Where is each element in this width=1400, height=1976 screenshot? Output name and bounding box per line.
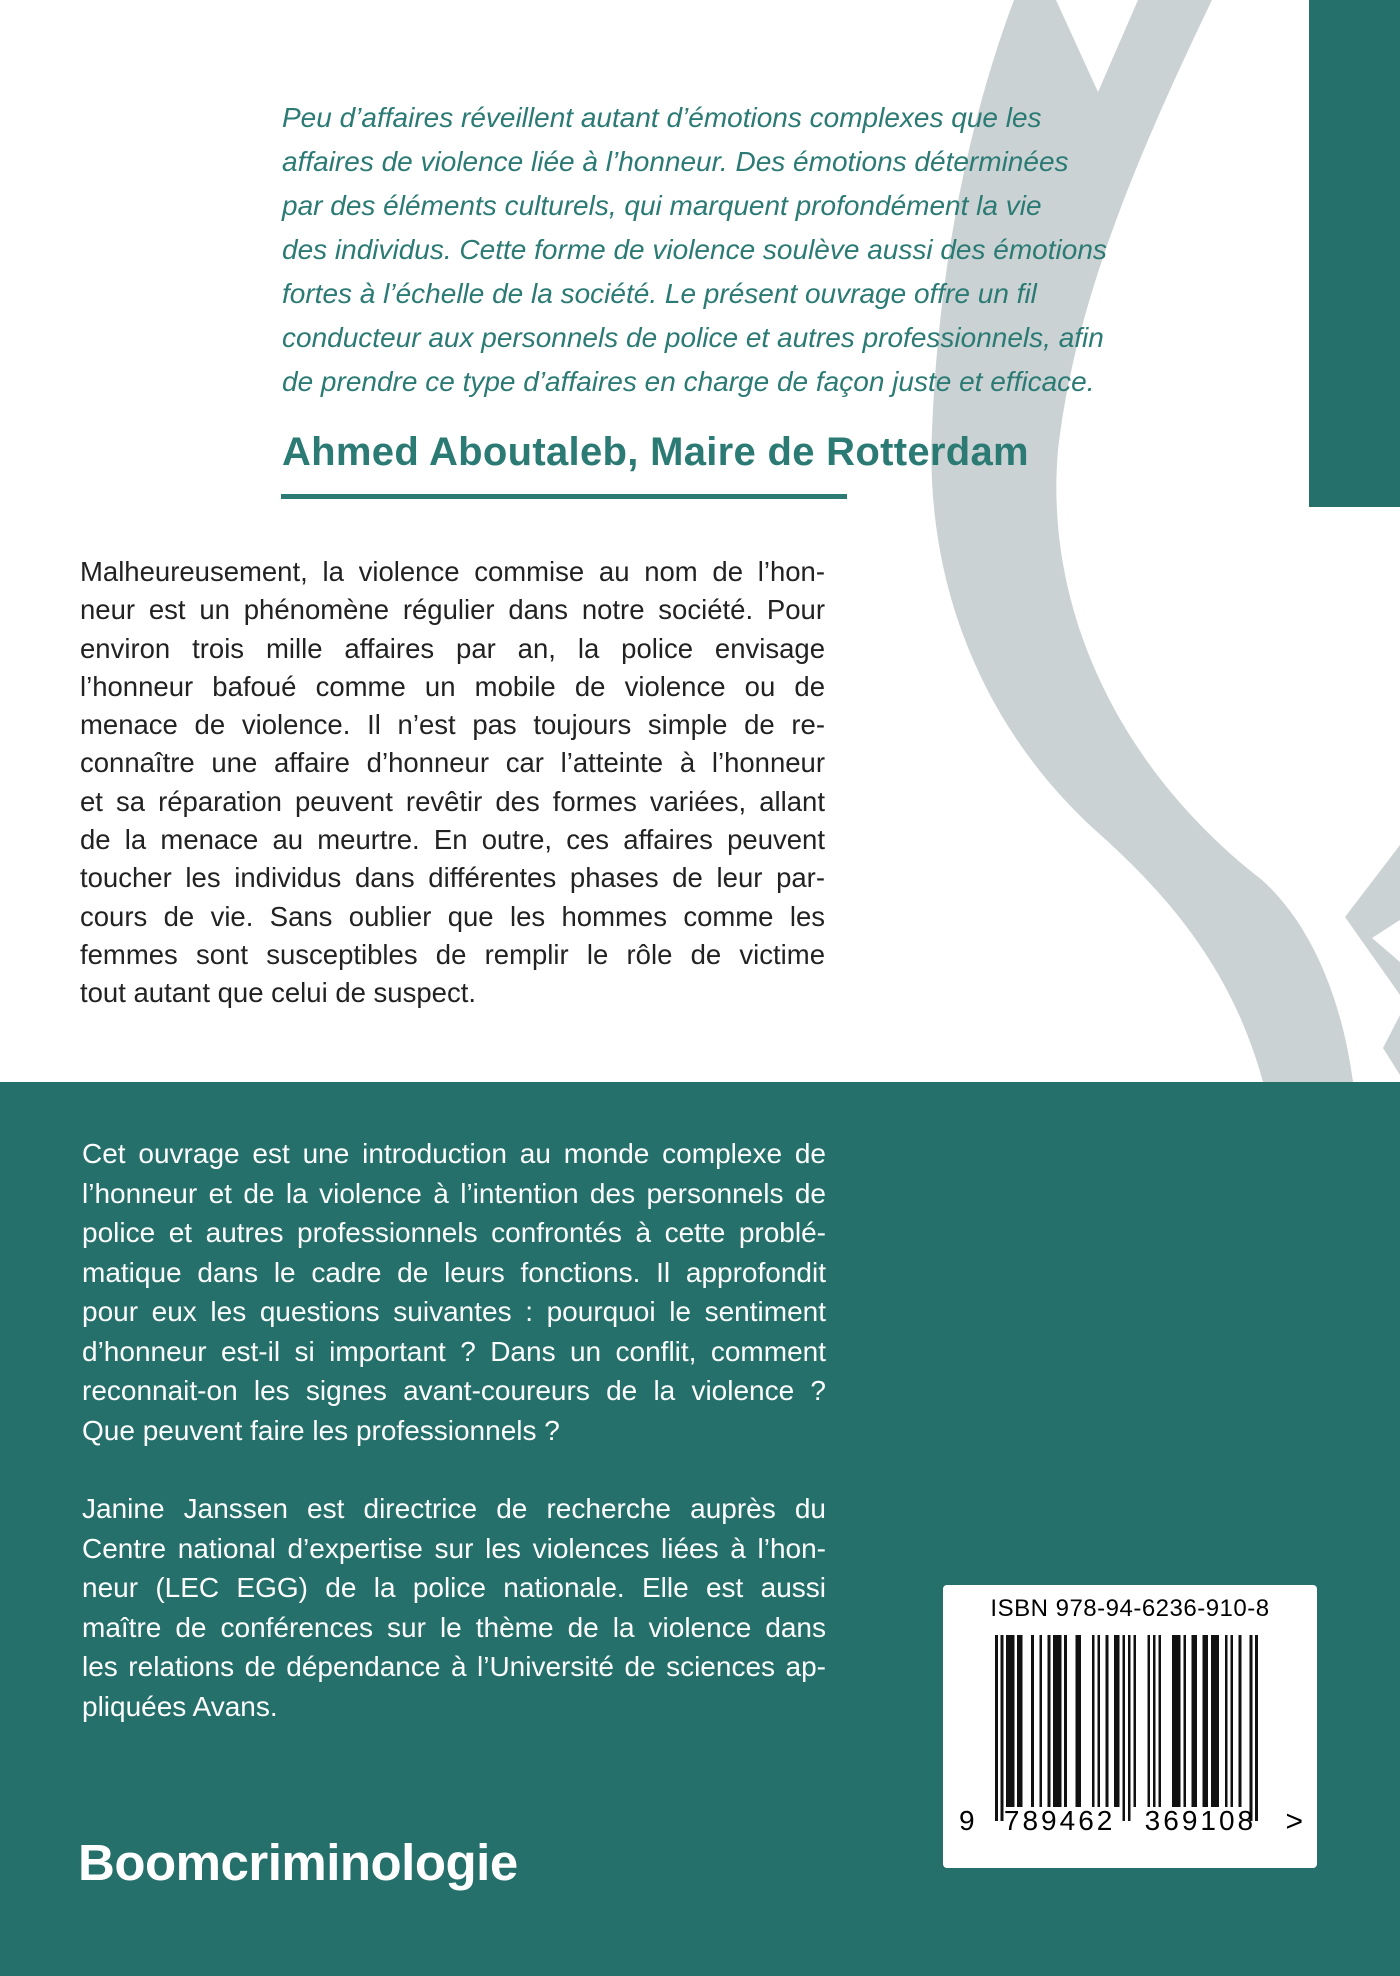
swirl-teal-block — [1309, 0, 1400, 507]
text-line: l’honneur et de la violence à l’intention des personnels de — [82, 1177, 826, 1209]
text-line: Cet ouvrage est une introduction au monde complexe de — [82, 1138, 826, 1169]
text-line: police et autres professionnels confrontés à cette problé- — [82, 1217, 826, 1248]
text-line: pliquées Avans. — [82, 1690, 278, 1722]
author-bio-paragraph — [82, 1489, 826, 1726]
text-line: maître de conférences sur le thème de la violence dans — [82, 1611, 826, 1643]
text-line: par des éléments culturels, qui marquent profondément la vie — [282, 190, 1042, 221]
publisher-logo-boom: Boom — [78, 1834, 221, 1891]
text-line: fortes à l’échelle de la société. Le présent ouvrage offre un fil — [282, 278, 1037, 309]
text-line: matique dans le cadre de leurs fonctions. Il approfondit — [82, 1256, 826, 1288]
text-line: Centre national d’expertise sur les violences liées à l’hon- — [82, 1532, 826, 1564]
text-line: neur (LEC EGG) de la police nationale. Elle est aussi — [82, 1572, 826, 1603]
text-line: Que peuvent faire les professionnels ? — [82, 1414, 560, 1446]
text-line: Peu d’affaires réveillent autant d’émotions complexes que les — [282, 102, 1042, 133]
band-description-paragraph — [82, 1134, 826, 1450]
barcode-arrow: > — [1285, 1805, 1303, 1838]
text-line: Malheureusement, la violence commise au nom de l’hon- — [80, 556, 825, 587]
publisher-logo-criminologie: criminologie — [220, 1834, 518, 1891]
publisher-logo — [78, 1833, 518, 1892]
text-line: reconnait-on les signes avant-coureurs de la violence ? — [82, 1375, 826, 1406]
swirl-gray-wedge — [1345, 845, 1400, 995]
text-line: conducteur aux personnels de police et autres professionnels, afin — [282, 322, 1104, 353]
testimonial-quote — [282, 96, 1147, 404]
barcode-panel — [943, 1585, 1317, 1868]
text-line: les relations de dépendance à l’Université de sciences ap- — [82, 1651, 826, 1682]
swirl-gray-sliver — [1383, 1015, 1400, 1075]
barcode-digits — [959, 1805, 1303, 1839]
text-line: d’honneur est-il si important ? Dans un conflit, comment — [82, 1335, 826, 1367]
text-line: pour eux les questions suivantes : pourquoi le sentiment — [82, 1296, 826, 1327]
barcode-first-digit: 9 — [959, 1805, 975, 1836]
text-line: femmes sont susceptibles de remplir le rôle de victime — [80, 938, 825, 970]
text-line: de prendre ce type d’affaires en charge de façon juste et efficace. — [282, 366, 1095, 397]
text-line: l’honneur bafoué comme un mobile de violence ou de — [80, 670, 825, 702]
text-line: tout autant que celui de suspect. — [80, 977, 476, 1009]
text-line: neur est un phénomène régulier dans notre société. Pour — [80, 594, 825, 626]
barcode-left-group: 789462 — [1003, 1805, 1116, 1836]
text-line: menace de violence. Il n’est pas toujours simple de re- — [80, 709, 825, 741]
divider-rule — [281, 494, 847, 499]
text-line: des individus. Cette forme de violence soulève aussi des émotions — [282, 234, 1107, 265]
text-line: cours de vie. Sans oublier que les hommes comme les — [80, 900, 825, 932]
text-line: connaître une affaire d’honneur car l’atteinte à l’honneur — [80, 747, 825, 779]
isbn-label: ISBN 978-94-6236-910-8 — [990, 1595, 1270, 1622]
text-line: Janine Janssen est directrice de recherche auprès du — [82, 1493, 826, 1524]
text-line: et sa réparation peuvent revêtir des formes variées, allant — [80, 785, 825, 817]
quote-attribution: Ahmed Aboutaleb, Maire de Rotterdam — [282, 430, 1029, 474]
text-line: toucher les individus dans différentes phases de leur par- — [80, 862, 825, 894]
synopsis-paragraph — [80, 553, 825, 1013]
text-line: de la menace au meurtre. En outre, ces affaires peuvent — [80, 824, 825, 856]
text-line: environ trois mille affaires par an, la police envisage — [80, 632, 825, 664]
ean13-barcode — [995, 1635, 1258, 1821]
text-line: affaires de violence liée à l’honneur. Des émotions déterminées — [282, 146, 1069, 177]
barcode-right-group: 369108 — [1144, 1805, 1257, 1836]
